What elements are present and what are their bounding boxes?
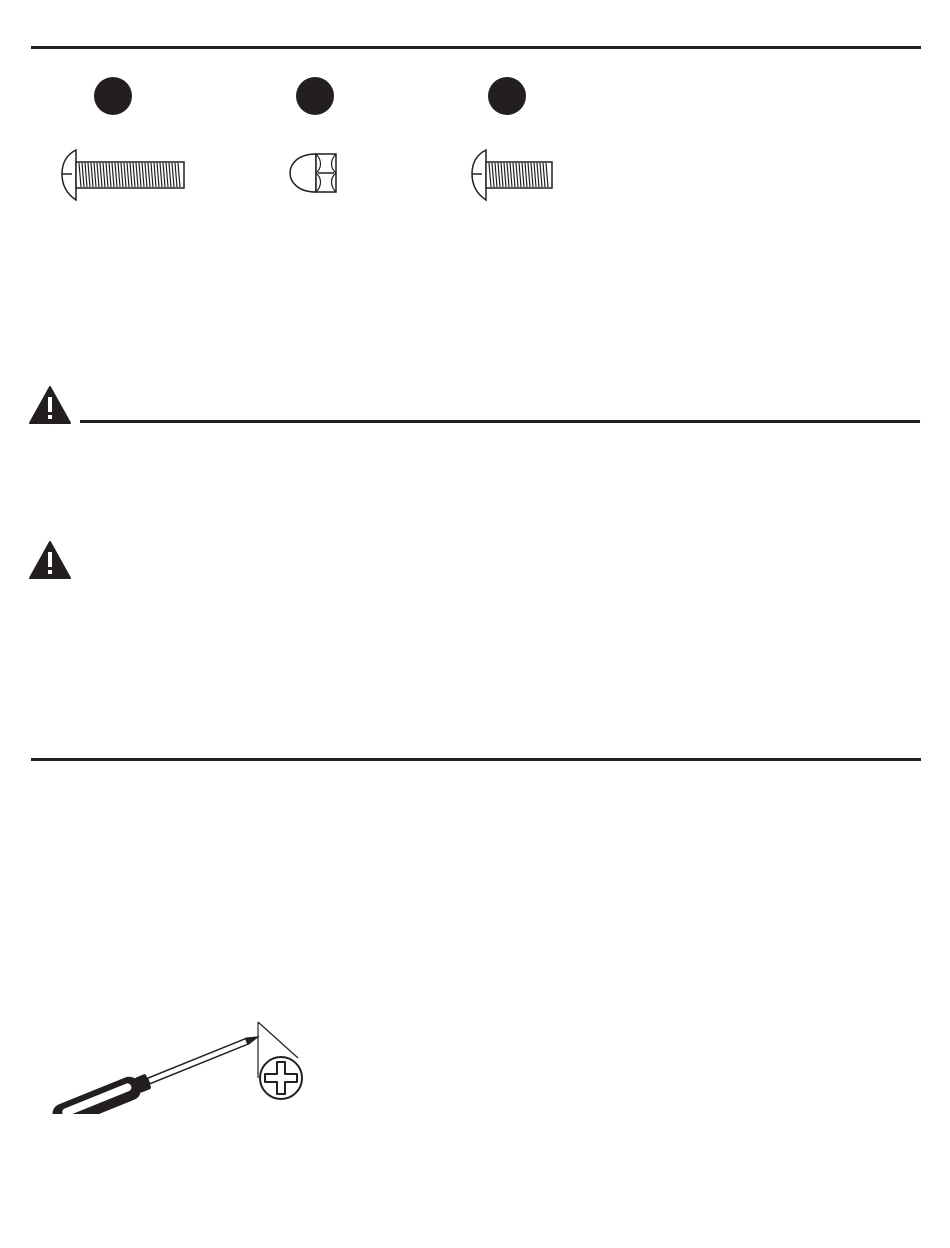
warning-divider — [80, 420, 920, 423]
hardware-badge-c — [488, 77, 526, 115]
hardware-badge-b — [296, 77, 334, 115]
acorn-cap-nut-icon — [288, 150, 340, 196]
phillips-screwdriver-icon — [40, 1014, 270, 1114]
warning-triangle-icon — [28, 540, 72, 580]
long-round-head-bolt-icon — [60, 146, 192, 204]
section-divider-top — [31, 46, 921, 49]
phillips-tip-detail-icon — [254, 1018, 310, 1102]
hardware-badge-a — [94, 77, 132, 115]
section-divider-tools — [31, 758, 921, 761]
short-round-head-bolt-icon — [470, 146, 556, 204]
warning-triangle-icon — [28, 385, 72, 425]
